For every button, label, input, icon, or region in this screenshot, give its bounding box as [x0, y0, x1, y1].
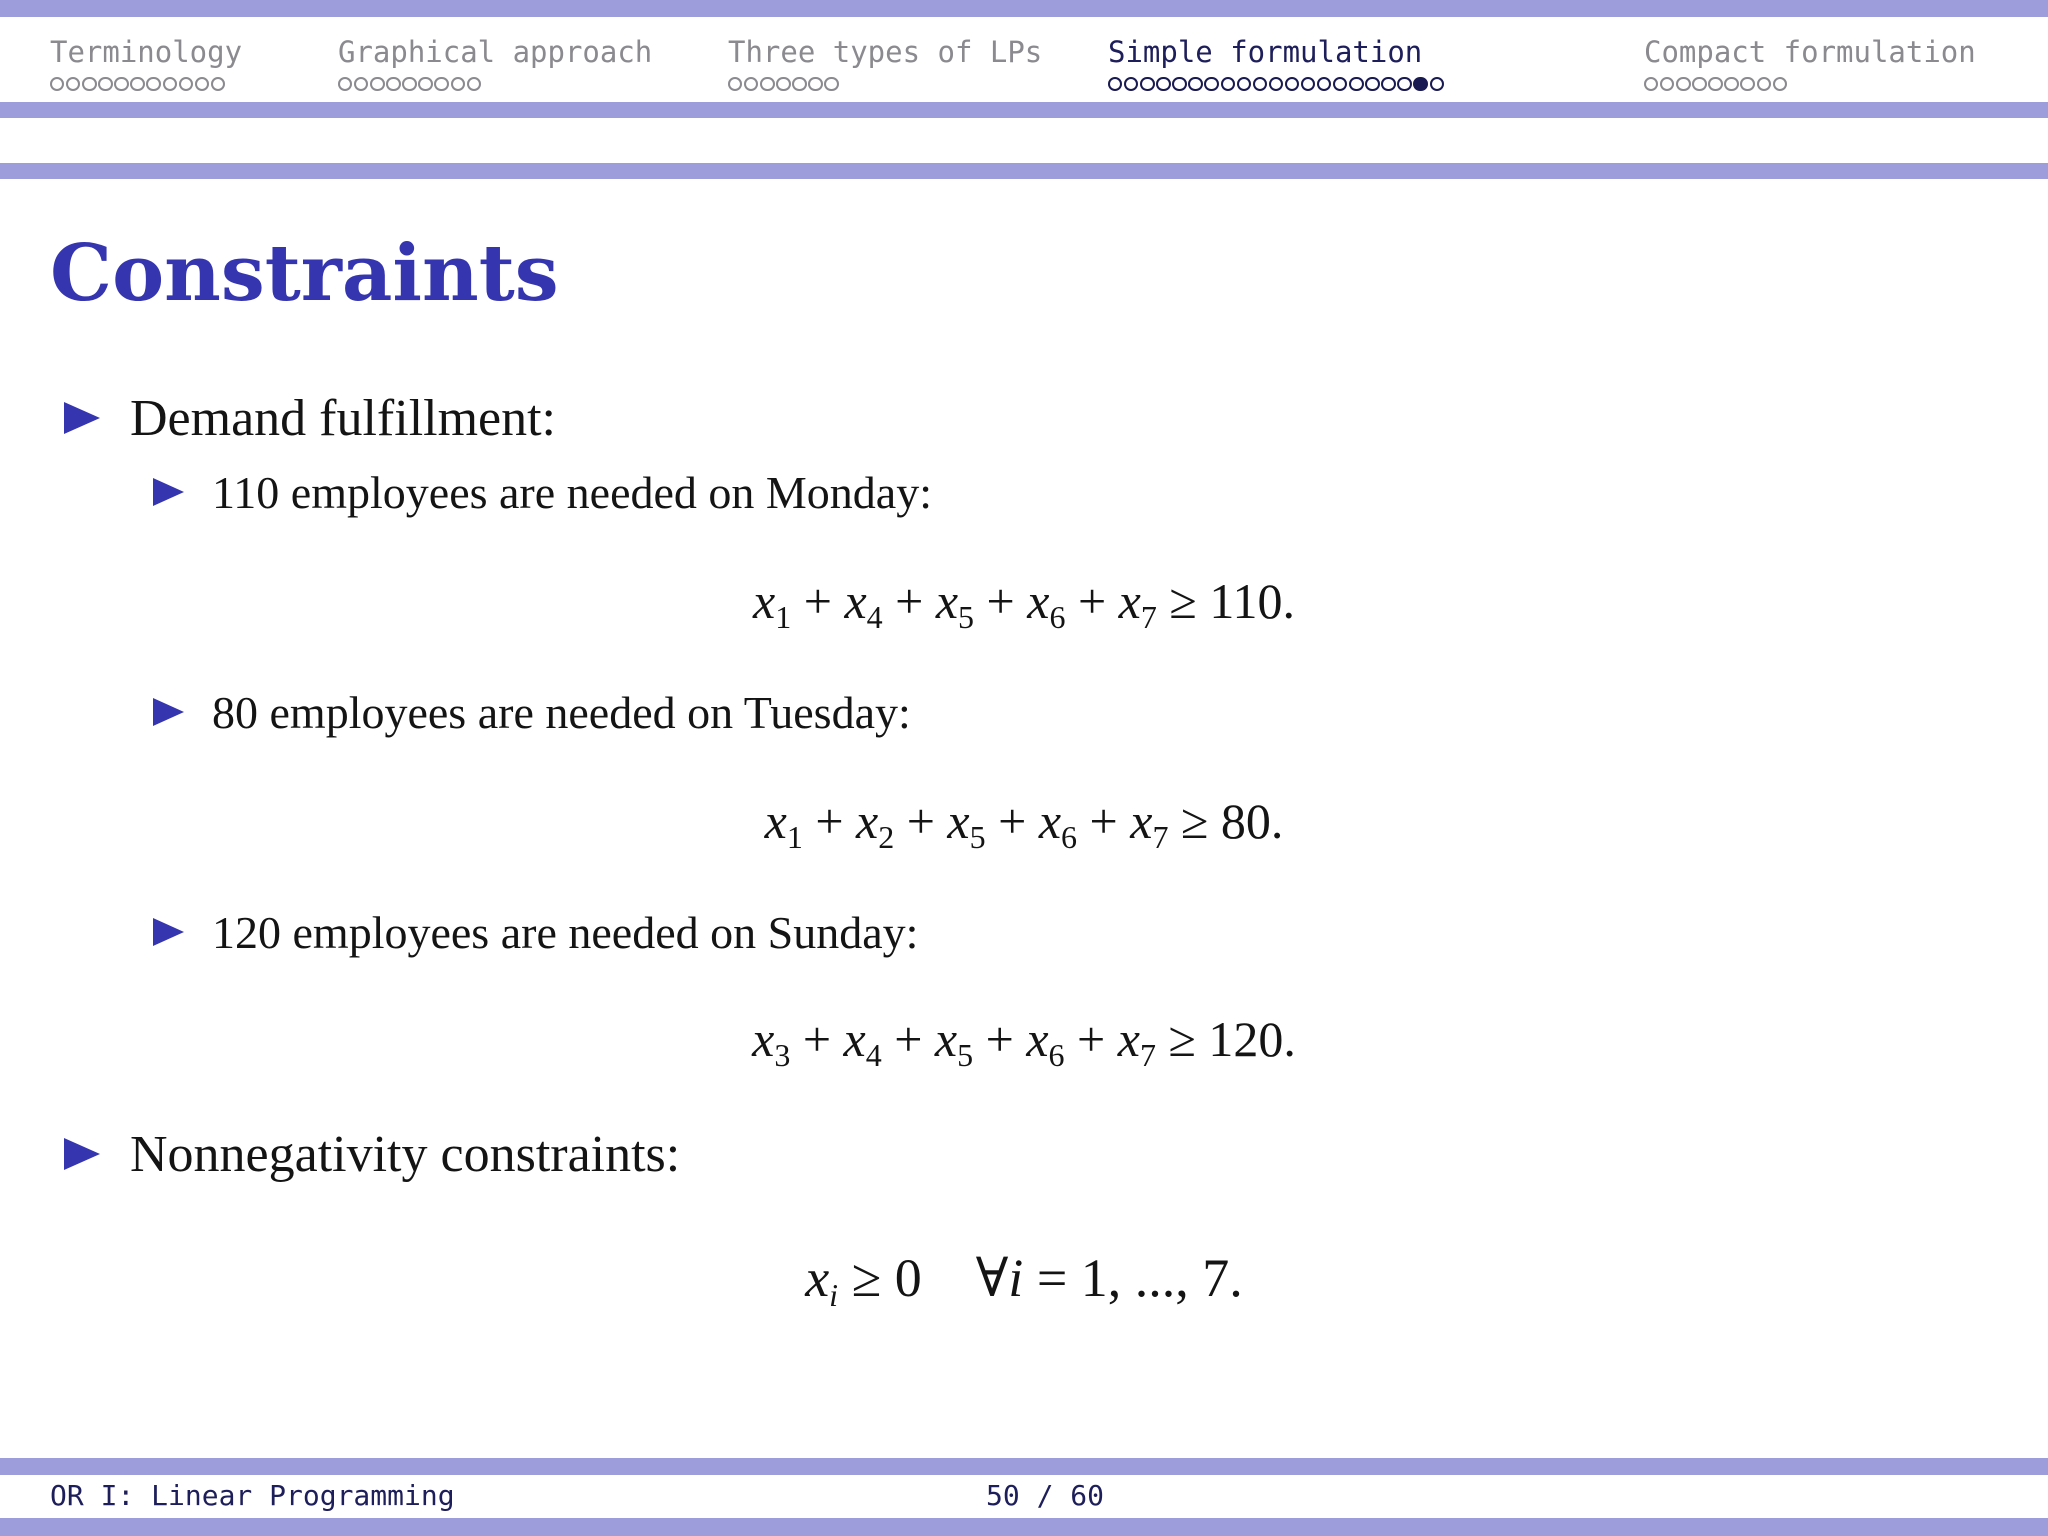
nav-dot[interactable] [1397, 77, 1411, 91]
bullet-text: Demand fulfillment: [130, 389, 557, 447]
header-bottom-bar [0, 102, 2048, 118]
nav-dot[interactable] [50, 77, 64, 91]
nav-dot[interactable] [163, 77, 177, 91]
nav-section-terminology[interactable] [50, 34, 242, 94]
nav-dot[interactable] [434, 77, 448, 91]
equation-sunday: $x_3 + x_4 + x_5 + x_6 + x_7 \ge 120$. [752, 1011, 1296, 1073]
nav-dot[interactable] [1140, 77, 1154, 91]
nav-dot[interactable] [98, 77, 112, 91]
nav-section-label[interactable]: Terminology [50, 35, 243, 69]
equation-nonnegativity: $x_i \ge 0$ ∀i = 1, ..., 7. [805, 1248, 1243, 1313]
nav-dot[interactable] [728, 77, 742, 91]
nav-dot[interactable] [1660, 77, 1674, 91]
nav-section-graphical-approach[interactable] [338, 34, 652, 94]
nav-section-label[interactable]: Compact formulation [1644, 35, 1976, 69]
title-separator-bar [0, 163, 2048, 179]
equation-rhs: 120. [1208, 1011, 1296, 1067]
nav-dot[interactable] [1237, 77, 1251, 91]
nav-dot[interactable] [1365, 77, 1379, 91]
equation-range: 1, ..., 7. [1080, 1248, 1243, 1308]
nav-dot[interactable] [1333, 77, 1347, 91]
nav-section-label[interactable]: Graphical approach [338, 35, 653, 69]
bullet-demand-fulfillment [64, 384, 556, 452]
nav-dot[interactable] [1253, 77, 1267, 91]
nav-progress-dots [50, 74, 242, 94]
bullet-text: 80 employees are needed on Tuesday: [212, 686, 911, 738]
nav-dot[interactable] [211, 77, 225, 91]
nav-dot[interactable] [195, 77, 209, 91]
nav-dot[interactable] [386, 77, 400, 91]
nav-dot[interactable] [824, 77, 838, 91]
bullet-text: Nonnegativity constraints: [130, 1125, 681, 1183]
nav-section-three-types[interactable] [728, 34, 1042, 94]
equation-rhs: 110. [1209, 573, 1295, 629]
nav-dot[interactable] [1156, 77, 1170, 91]
nav-dot[interactable] [418, 77, 432, 91]
nav-dot[interactable] [179, 77, 193, 91]
nav-dot[interactable] [354, 77, 368, 91]
nav-dot[interactable] [1430, 77, 1444, 91]
nav-dot[interactable] [130, 77, 144, 91]
sub-bullet-tuesday [153, 680, 911, 744]
triangle-bullet-icon [153, 918, 184, 946]
bullet-nonnegativity [64, 1120, 680, 1188]
triangle-bullet-icon [64, 402, 100, 434]
nav-dot[interactable] [114, 77, 128, 91]
nav-dot[interactable] [146, 77, 160, 91]
nav-dot[interactable] [1204, 77, 1218, 91]
section-navigation [0, 34, 2048, 98]
page-number: 50 / 60 [986, 1479, 1105, 1512]
nav-dot[interactable] [808, 77, 822, 91]
nav-dot[interactable] [1757, 77, 1771, 91]
nav-dot[interactable] [1285, 77, 1299, 91]
nav-dot[interactable] [1188, 77, 1202, 91]
nav-section-label[interactable]: Three types of LPs [728, 35, 1043, 69]
nav-progress-dots [338, 74, 652, 94]
nav-section-compact-formulation[interactable] [1644, 34, 1976, 94]
nav-dot[interactable] [467, 77, 481, 91]
footer-course-title: OR I: Linear Programming [50, 1479, 455, 1512]
nav-progress-dots [728, 74, 1042, 94]
nav-dot[interactable] [1108, 77, 1122, 91]
nav-dot[interactable] [744, 77, 758, 91]
triangle-bullet-icon [153, 478, 184, 506]
nav-dot[interactable] [370, 77, 384, 91]
nav-dot[interactable] [1740, 77, 1754, 91]
nav-dot[interactable] [1317, 77, 1331, 91]
nav-dot[interactable] [1349, 77, 1363, 91]
nav-dot[interactable] [1221, 77, 1235, 91]
sub-bullet-monday [153, 460, 932, 524]
nav-progress-dots [1108, 74, 1444, 94]
triangle-bullet-icon [64, 1138, 100, 1170]
nav-dot[interactable] [1692, 77, 1706, 91]
nav-dot[interactable] [1381, 77, 1395, 91]
nav-dot[interactable] [338, 77, 352, 91]
nav-dot[interactable] [1676, 77, 1690, 91]
nav-dot[interactable] [402, 77, 416, 91]
nav-dot[interactable] [760, 77, 774, 91]
nav-dot[interactable] [1301, 77, 1315, 91]
nav-dot[interactable] [1269, 77, 1283, 91]
nav-dot[interactable] [1172, 77, 1186, 91]
nav-dot[interactable] [776, 77, 790, 91]
nav-dot-current[interactable] [1413, 77, 1427, 91]
equation-tuesday: $x_1 + x_2 + x_5 + x_6 + x_7 \ge 80$. [764, 793, 1284, 855]
bullet-text: 120 employees are needed on Sunday: [212, 906, 919, 958]
nav-dot[interactable] [1773, 77, 1787, 91]
footer-top-bar [0, 1458, 2048, 1475]
nav-dot[interactable] [66, 77, 80, 91]
equation-monday: $x_1 + x_4 + x_5 + x_6 + x_7 \ge 110$. [753, 573, 1295, 635]
nav-progress-dots [1644, 74, 1976, 94]
header-top-bar [0, 0, 2048, 17]
nav-section-label[interactable]: Simple formulation [1108, 35, 1423, 69]
nav-dot[interactable] [1644, 77, 1658, 91]
nav-dot[interactable] [1708, 77, 1722, 91]
bullet-text: 110 employees are needed on Monday: [212, 466, 933, 518]
footer-bottom-bar [0, 1518, 2048, 1536]
nav-dot[interactable] [451, 77, 465, 91]
sub-bullet-sunday [153, 900, 918, 964]
nav-section-simple-formulation[interactable] [1108, 34, 1444, 94]
nav-dot[interactable] [1724, 77, 1738, 91]
nav-dot[interactable] [792, 77, 806, 91]
slide-title: Constraints [50, 228, 559, 319]
equation-rhs: 80. [1220, 793, 1284, 849]
triangle-bullet-icon [153, 698, 184, 726]
nav-dot[interactable] [1124, 77, 1138, 91]
nav-dot[interactable] [82, 77, 96, 91]
